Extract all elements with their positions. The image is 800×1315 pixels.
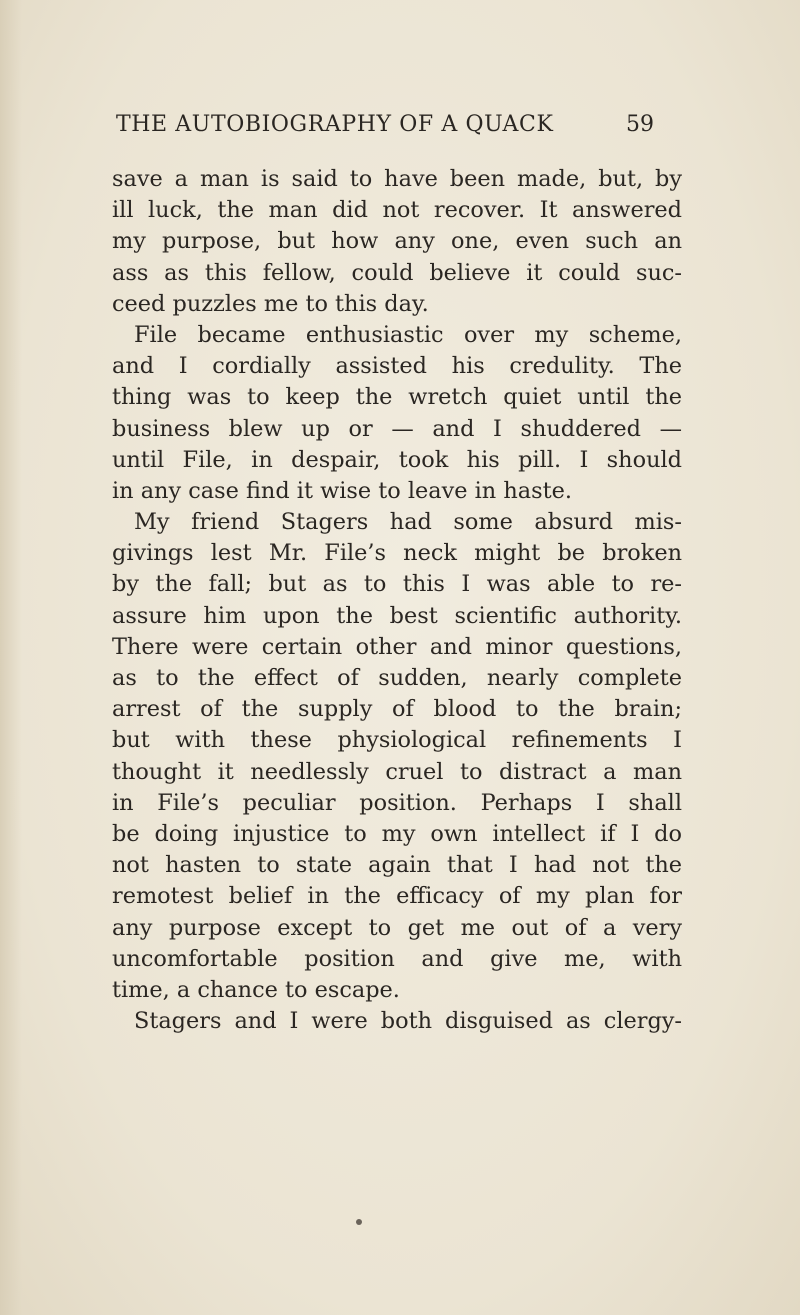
text-line: and I cordially assisted his credulity. The bbox=[112, 353, 682, 380]
text-line: be doing injustice to my own intellect if I do bbox=[112, 820, 682, 847]
text-line: not hasten to state again that I had not the bbox=[112, 852, 682, 879]
text-line: ass as this fellow, could believe it could suc- bbox=[112, 259, 682, 286]
text-line: my purpose, but how any one, even such an bbox=[112, 228, 682, 255]
paragraph-first-line: My friend Stagers had some absurd mis- bbox=[134, 509, 682, 536]
text-line: givings lest Mr. File’s neck might be broken bbox=[112, 540, 682, 567]
body-text bbox=[112, 164, 682, 1037]
text-line: any purpose except to get me out of a very bbox=[112, 914, 682, 941]
text-line: assure him upon the best scientific authority. bbox=[112, 602, 682, 629]
text-line: time, a chance to escape. bbox=[112, 976, 400, 1003]
page-number: 59 bbox=[626, 112, 654, 137]
text-line: business blew up or — and I shuddered — bbox=[112, 415, 682, 442]
text-line: in File’s peculiar position. Perhaps I shall bbox=[112, 789, 682, 816]
text-line: thought it needlessly cruel to distract a man bbox=[112, 758, 682, 785]
text-line: There were certain other and minor questions, bbox=[112, 633, 682, 660]
text-line: by the fall; but as to this I was able to re- bbox=[112, 571, 682, 598]
text-line: but with these physiological refinements I bbox=[112, 727, 682, 754]
page-edge-shadow bbox=[0, 0, 22, 1315]
text-line: thing was to keep the wretch quiet until the bbox=[112, 384, 682, 411]
page-header bbox=[0, 112, 800, 142]
text-line: until File, in despair, took his pill. I should bbox=[112, 446, 682, 473]
running-head: THE AUTOBIOGRAPHY OF A QUACK bbox=[116, 112, 554, 137]
text-line: ceed puzzles me to this day. bbox=[112, 290, 429, 317]
text-line: uncomfortable position and give me, with bbox=[112, 945, 682, 972]
paragraph-first-line: Stagers and I were both disguised as clergy- bbox=[134, 1008, 682, 1035]
ink-speck bbox=[356, 1219, 362, 1225]
paragraph-first-line: File became enthusiastic over my scheme, bbox=[134, 321, 682, 348]
text-line: in any case find it wise to leave in haste. bbox=[112, 477, 572, 504]
text-line: as to the effect of sudden, nearly complete bbox=[112, 665, 682, 691]
text-line: ill luck, the man did not recover. It answered bbox=[112, 197, 682, 224]
text-line: save a man is said to have been made, but, by bbox=[112, 166, 682, 192]
text-line: remotest belief in the efficacy of my plan for bbox=[112, 883, 682, 910]
text-line: arrest of the supply of blood to the brain; bbox=[112, 696, 682, 723]
